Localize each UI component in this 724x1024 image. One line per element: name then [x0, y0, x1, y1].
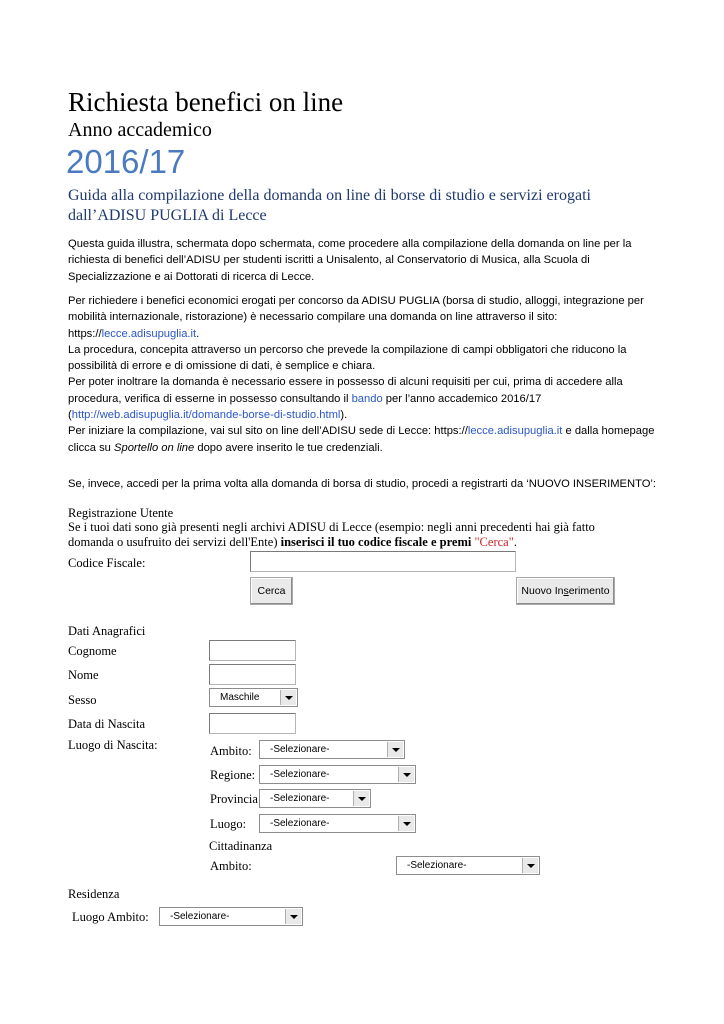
cittadinanza-ambito-select[interactable] — [396, 856, 540, 875]
academic-year: 2016/17 — [66, 143, 186, 180]
site-link[interactable]: lecce.adisupuglia.it — [101, 327, 197, 340]
residenza-title: Residenza — [68, 887, 120, 901]
registration-title: Registrazione Utente — [68, 506, 174, 520]
registration-note-bold: inserisci il tuo codice fiscale e premi — [280, 535, 475, 549]
sesso-value: Maschile — [220, 692, 260, 703]
cittadinanza-ambito-value: -Selezionare- — [407, 860, 467, 871]
cognome-input[interactable] — [209, 640, 296, 661]
regione-label: Regione: — [210, 768, 256, 782]
prerequisites-mid: per l’anno accademico 2016/17 ( — [68, 392, 542, 422]
start-mid: e dalla homepage clicca su — [68, 425, 655, 454]
chevron-down-icon[interactable] — [280, 690, 296, 705]
provincia-value: -Selezionare- — [270, 793, 330, 804]
registration-note-end: . — [513, 535, 517, 549]
luogo-value: -Selezionare- — [270, 818, 330, 829]
start-text: Per iniziare la compilazione, vai sul sito on line dell’ADISU sede di Lecce: https:// — [68, 425, 468, 438]
luogo-nascita-label: Luogo di Nascita: — [68, 738, 158, 752]
codice-fiscale-label: Codice Fiscale: — [68, 556, 146, 570]
ambito-value: -Selezionare- — [270, 744, 330, 755]
new-user-paragraph: Se, invece, accedi per la prima volta alla domanda di borsa di studio, procedi a registrarti da ‘NUOVO INSERIMENTO’: — [68, 478, 657, 490]
chevron-down-icon[interactable] — [387, 742, 403, 757]
homepage-link[interactable]: lecce.adisupuglia.it — [467, 425, 563, 438]
sesso-select[interactable] — [209, 688, 298, 707]
regione-value: -Selezionare- — [270, 769, 330, 780]
chevron-down-icon[interactable] — [398, 767, 414, 782]
prerequisites-text: Per poter inoltrare la domanda è necessario essere in possesso di alcuni requisiti per cui, prima di accedere alla procedura, verifica di esserne in possesso consultando il — [68, 376, 623, 405]
chevron-down-icon[interactable] — [285, 909, 301, 924]
start-end: dopo avere inserito le tue credenziali. — [194, 441, 383, 454]
ambito-select[interactable] — [259, 740, 405, 759]
cittadinanza-ambito-label: Ambito: — [210, 859, 252, 873]
prerequisites-end: ). — [340, 409, 348, 422]
borse-link[interactable]: http://web.adisupuglia.it/domande-borse-di-studio.html — [71, 409, 341, 422]
nome-input[interactable] — [209, 664, 296, 685]
page-title: Richiesta benefici on line — [68, 87, 344, 117]
luogo-label: Luogo: — [210, 817, 247, 831]
regione-select[interactable] — [259, 765, 416, 784]
requirements-end: . — [196, 327, 200, 340]
cerca-button[interactable]: Cerca — [250, 577, 293, 605]
registration-note-text: Se i tuoi dati sono già presenti negli archivi ADISU di Lecce (esempio: negli anni precedenti hai già fatto domanda o usufruito dei servizi dell'Ente) — [68, 520, 595, 549]
sportello-text: Sportello on line — [114, 441, 195, 454]
nome-label: Nome — [68, 668, 99, 682]
ambito-label: Ambito: — [210, 744, 252, 758]
bando-link[interactable]: bando — [351, 392, 383, 405]
nuovo-inserimento-label-b: erimento — [568, 585, 610, 597]
registration-note — [68, 520, 618, 550]
requirements-text: Per richiedere i benefici economici erogati per concorso da ADISU PUGLIA (borsa di studio, alloggi, integrazione per mobilità internazionale, ristorazione) è necessario compilare una domanda on line attraverso il sito: https:// — [68, 295, 644, 340]
page-subtitle: Anno accademico — [68, 119, 212, 141]
provincia-select[interactable] — [259, 789, 371, 808]
nuovo-inserimento-label-a: Nuovo In — [521, 585, 564, 597]
procedure-text: La procedura, concepita attraverso un percorso che prevede la compilazione di campi obbligatori che riducono la possibilità di errore e di omissione di dati, è semplice e chiara. — [68, 343, 627, 373]
intro-paragraph: Questa guida illustra, schermata dopo schermata, come procedere alla compilazione della domanda on line per la richiesta di benefici dell’ADISU per studenti iscritti a Unisalento, al Conservatorio di Musica, alla Scuola di Specializzazione e ai Dottorati di ricerca di Lecce. — [68, 238, 632, 283]
luogo-select[interactable] — [259, 814, 416, 833]
luogo-ambito-label: Luogo Ambito: — [72, 910, 149, 924]
nuovo-inserimento-button[interactable] — [516, 577, 615, 605]
chevron-down-icon[interactable] — [522, 858, 538, 873]
provincia-label: Provincia — [210, 792, 258, 806]
cittadinanza-label: Cittadinanza — [209, 839, 273, 853]
cerca-highlight: "Cerca" — [474, 535, 514, 549]
data-nascita-label: Data di Nascita — [68, 717, 146, 731]
anagrafica-title: Dati Anagrafici — [68, 624, 146, 638]
sesso-label: Sesso — [68, 693, 97, 707]
chevron-down-icon[interactable] — [398, 816, 414, 831]
codice-fiscale-input[interactable] — [250, 551, 516, 572]
luogo-ambito-value: -Selezionare- — [170, 911, 230, 922]
data-nascita-input[interactable] — [209, 713, 296, 734]
cognome-label: Cognome — [68, 644, 117, 658]
chevron-down-icon[interactable] — [353, 791, 369, 806]
guide-heading: Guida alla compilazione della domanda on line di borse di studio e servizi erogati dall’ADISU PUGLIA di Lecce — [68, 187, 591, 224]
nuovo-inserimento-label-u: s — [563, 585, 569, 597]
requirements-paragraph — [68, 293, 658, 456]
luogo-ambito-select[interactable] — [159, 907, 303, 926]
